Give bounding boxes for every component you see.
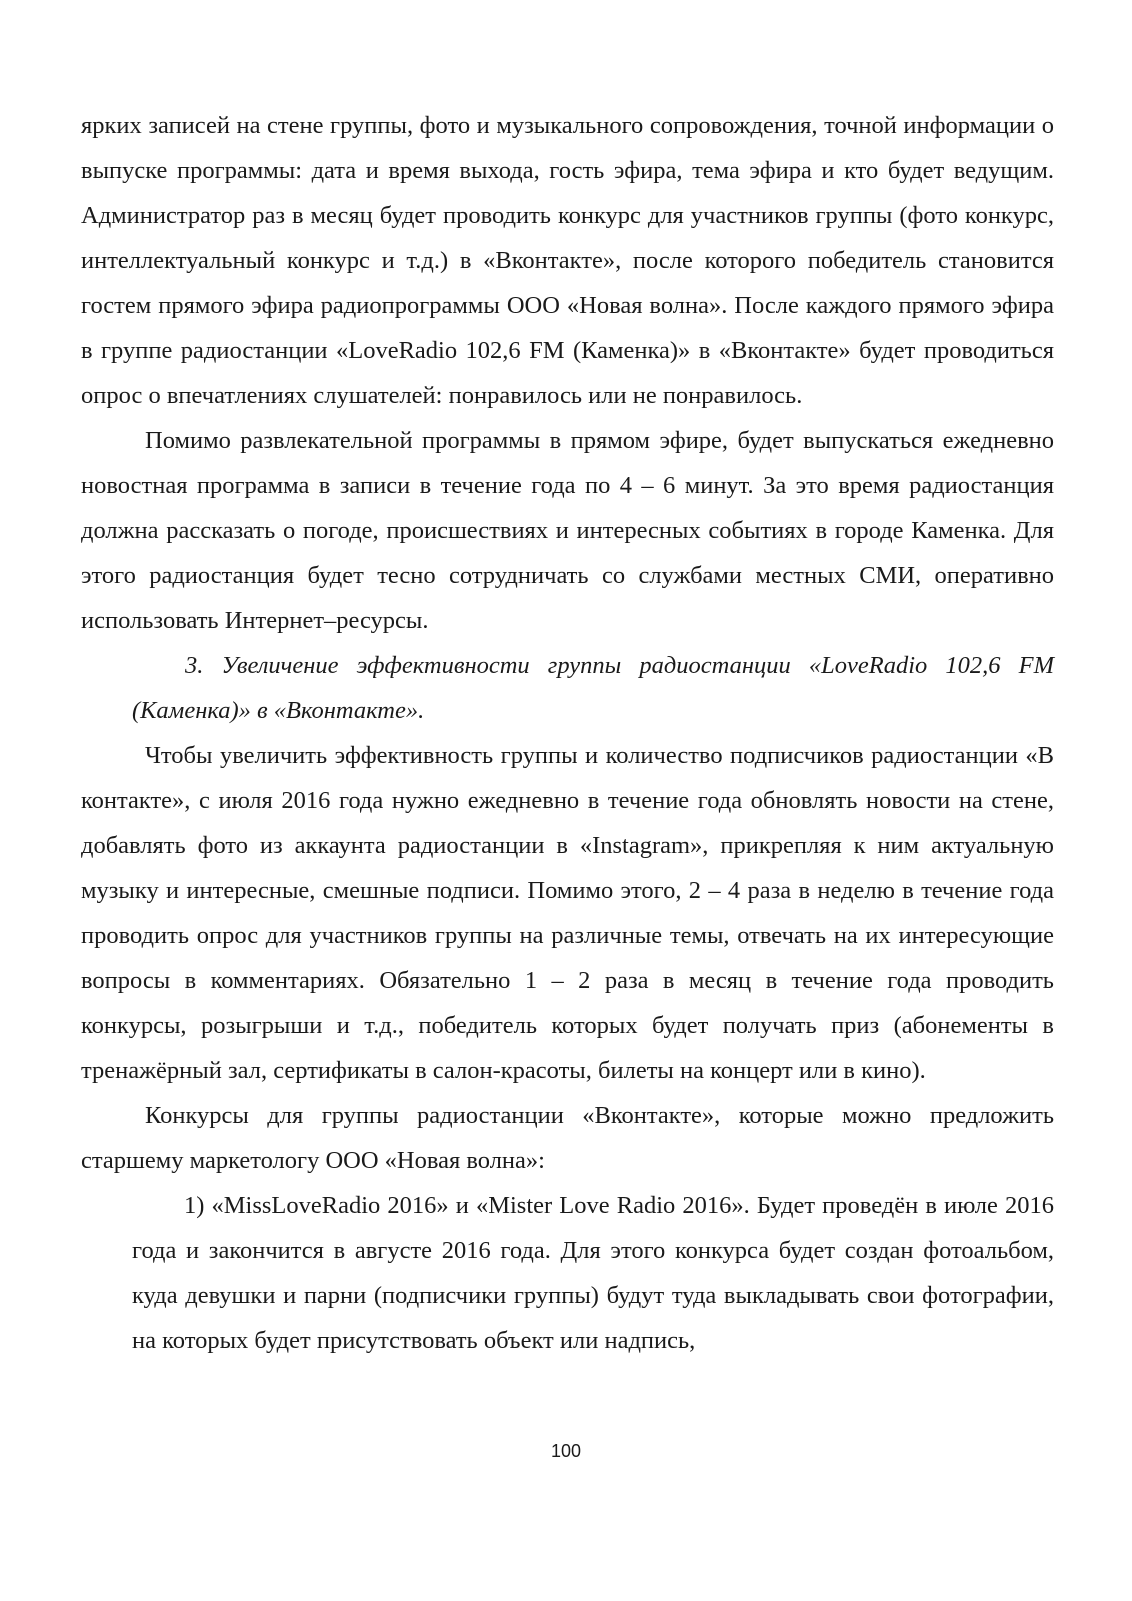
paragraph-contests-intro: Конкурсы для группы радиостанции «Вконтакте», которые можно предложить старшему маркетологу ООО «Новая волна»: xyxy=(81,1102,1054,1174)
paragraph-news-program: Помимо развлекательной программы в прямом эфире, будет выпускаться ежедневно новостная программа в записи в течение года по 4 – 6 минут. За это время радиостанция должна рассказать о погоде, происшествиях и интересных событиях в городе Каменка. Для этого радиостанция будет тесно сотрудничать со службами местных СМИ, оперативно использовать Интернет–ресурсы. xyxy=(81,427,1054,634)
paragraph-intro: ярких записей на стене группы, фото и музыкального сопровождения, точной информации о выпуске программы: дата и время выхода, гость эфира, тема эфира и кто будет ведущим. Администратор раз в месяц будет проводить конкурс для участников группы (фото конкурс, интеллектуальный конкурс и т.д.) в «Вконтакте», после которого победитель становится гостем прямого эфира радиопрограммы ООО «Новая волна». После каждого прямого эфира в группе радиостанции «LoveRadio 102,6 FM (Каменка)» в «Вконтакте» будет проводиться опрос о впечатлениях слушателей: понравилось или не понравилось. xyxy=(81,112,1054,409)
section-heading-3: 3. Увеличение эффективности группы радиостанции «LoveRadio 102,6 FM (Каменка)» в «Вконтакте». xyxy=(132,652,1054,724)
paragraph-group-efficiency: Чтобы увеличить эффективность группы и количество подписчиков радиостанции «В контакте», с июля 2016 года нужно ежедневно в течение года обновлять новости на стене, добавлять фото из аккаунта радиостанции в «Instagram», прикрепляя к ним актуальную музыку и интересные, смешные подписи. Помимо этого, 2 – 4 раза в неделю в течение года проводить опрос для участников группы на различные темы, отвечать на их интересующие вопросы в комментариях. Обязательно 1 – 2 раза в месяц в течение года проводить конкурсы, розыгрыши и т.д., победитель которых будет получать приз (абонементы в тренажёрный зал, сертификаты в салон-красоты, билеты на концерт или в кино). xyxy=(81,742,1054,1084)
page-body xyxy=(81,103,1054,1363)
list-item-1: 1) «MissLoveRadio 2016» и «Mister Love Radio 2016». Будет проведён в июле 2016 года и закончится в августе 2016 года. Для этого конкурса будет создан фотоальбом, куда девушки и парни (подписчики группы) будут туда выкладывать свои фотографии, на которых будет присутствовать объект или надпись, xyxy=(132,1192,1054,1354)
page-number: 100 xyxy=(550,1441,582,1461)
